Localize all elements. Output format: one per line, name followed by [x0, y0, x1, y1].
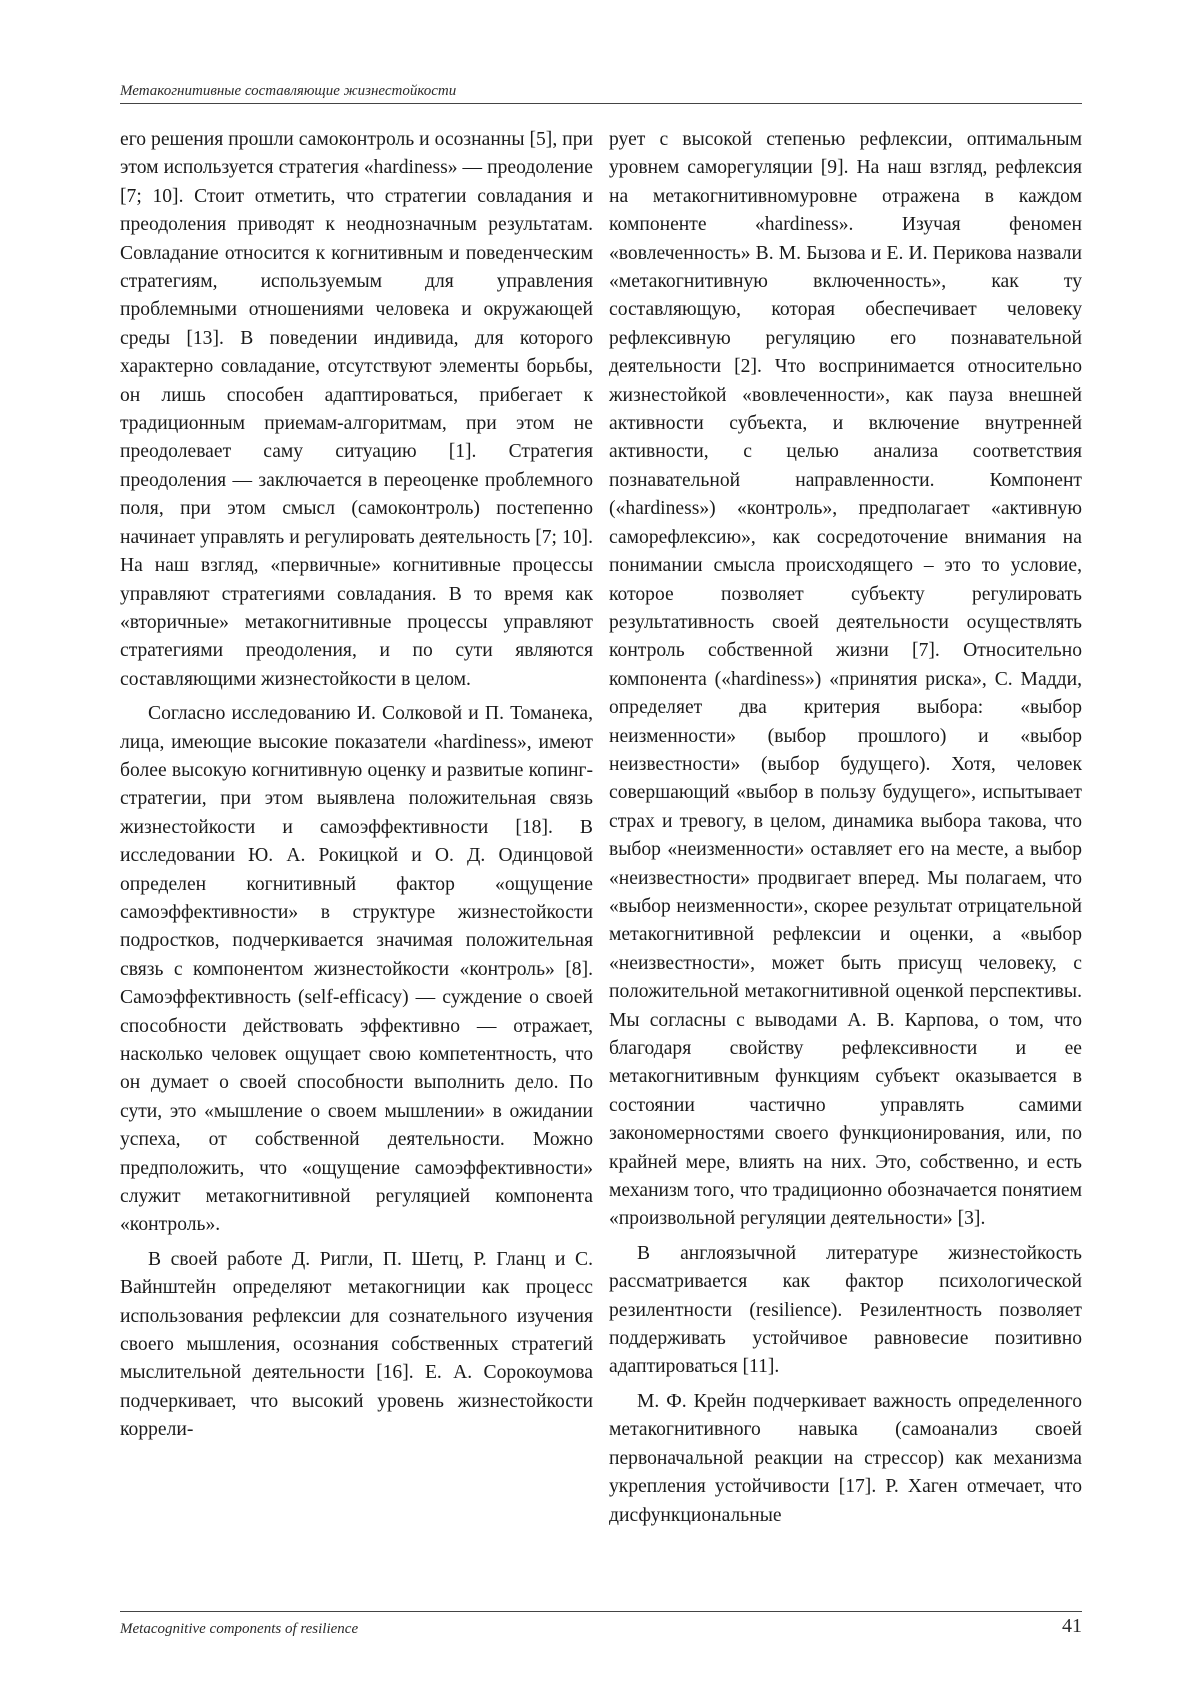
running-footer: Metacognitive components of resilience	[120, 1621, 359, 1637]
paragraph: В англоязычной литературе жизнестойкость рассматривается как фактор психологической резилентности (resilience). Резилентность позволяет поддерживать устойчивое равновесие позитивно адаптироваться [11].	[609, 1242, 1082, 1378]
footer-rule	[120, 1611, 1082, 1612]
page-number: 41	[1062, 1615, 1082, 1637]
paragraph: М. Ф. Крейн подчеркивает важность определенного метакогнитивного навыка (самоанализ своей первоначальной реакции на стрессор) как механизма укрепления устойчивости [17]. Р. Хаген отмечает, что дисфункциональные	[609, 1390, 1082, 1526]
running-header: Метакогнитивные составляющие жизнестойкости	[120, 83, 457, 99]
right-column	[609, 126, 1082, 1530]
paragraph: рует с высокой степенью рефлексии, оптимальным уровнем саморегуляции [9]. На наш взгляд, рефлексия на метакогнитивномуровне отражена в каждом компоненте «hardiness». Изучая феномен «вовлеченность» В. М. Бызова и Е. И. Перикова назвали «метакогнитивную включенность», как ту составляющую, которая обеспечивает человеку рефлексивную регуляцию его познавательной деятельности [2]. Что воспринимается относительно жизнестойкой «вовлеченности», как пауза внешней активности субъекта, и включение внутренней активности, с целью анализа соответствия познавательной направленности. Компонент («hardiness») «контроль», предполагает «активную саморефлексию», как сосредоточение внимания на понимании смысла происходящего – это то условие, которое позволяет субъекту регулировать результативность своей деятельности осуществлять контроль собственной жизни [7]. Относительно компонента («hardiness») «принятия риска», С. Мадди, определяет два критерия выбора: «выбор неизменности» (выбор прошлого) и «выбор неизвестности» (выбор будущего). Хотя, человек совершающий «выбор в пользу будущего», испытывает страх и тревогу, в целом, динамика выбора такова, что выбор «неизменности» оставляет его на месте, а выбор «неизвестности» продвигает вперед. Мы полагаем, что «выбор неизменности», скорее результат отрицательной метакогнитивной рефлексии и оценки, а «выбор «неизвестности», может быть присущ человеку, с положительной метакогнитивной оценкой перспективы. Мы согласны с выводами А. В. Карпова, о том, что благодаря свойству рефлексивности и ее метакогнитивным функциям субъект оказывается в состоянии частично управлять самими закономерностями своего функционирования, или, по крайней мере, влиять на них. Это, собственно, и есть механизм того, что традиционно обозначается понятием «произвольной регуляции деятельности» [3].	[609, 129, 1082, 1230]
article-body	[120, 126, 1082, 1606]
left-column	[120, 126, 593, 1445]
paragraph: В своей работе Д. Ригли, П. Шетц, Р. Гланц и С. Вайнштейн определяют метакогниции как процесс использования рефлексии для сознательного изучения своего мышления, осознания собственных стратегий мыслительной деятельности [16]. Е. А. Сорокоумова подчеркивает, что высокий уровень жизнестойкости коррели-	[120, 1248, 593, 1441]
paragraph: Согласно исследованию И. Солковой и П. Томанека, лица, имеющие высокие показатели «hardiness», имеют более высокую когнитивную оценку и развитые копинг-стратегии, при этом выявлена положительная связь жизнестойкости и самоэффективности [18]. В исследовании Ю. А. Рокицкой и О. Д. Одинцовой определен когнитивный фактор «ощущение самоэффективности» в структуре жизнестойкости подростков, подчеркивается значимая положительная связь с компонентом жизнестойкости «контроль» [8]. Самоэффективность (self-efficacy) — суждение о своей способности действовать эффективно — отражает, насколько человек ощущает свою компетентность, что он думает о своей способности выполнить дело. По сути, это «мышление о своем мышлении» в ожидании успеха, от собственной деятельности. Можно предположить, что «ощущение самоэффективности» служит метакогнитивной регуляцией компонента «контроль».	[120, 703, 593, 1236]
paragraph: его решения прошли самоконтроль и осознанны [5], при этом используется стратегия «hardiness» — преодоление [7; 10]. Стоит отметить, что стратегии совладания и преодоления приводят к неоднозначным результатам. Совладание относится к когнитивным и поведенческим стратегиям, используемым для управления проблемными отношениями человека и окружающей среды [13]. В поведении индивида, для которого характерно совладание, отсутствуют элементы борьбы, он лишь способен адаптироваться, прибегает к традиционным приемам-алгоритмам, при этом не преодолевает саму ситуацию [1]. Стратегия преодоления — заключается в переоценке проблемного поля, при этом смысл (самоконтроль) постепенно начинает управлять и регулировать деятельность [7; 10]. На наш взгляд, «первичные» когнитивные процессы управляют стратегиями совладания. В то время как «вторичные» метакогнитивные процессы управляют стратегиями преодоления, и по сути являются составляющими жизнестойкости в целом.	[120, 129, 593, 690]
header-rule	[120, 103, 1082, 104]
